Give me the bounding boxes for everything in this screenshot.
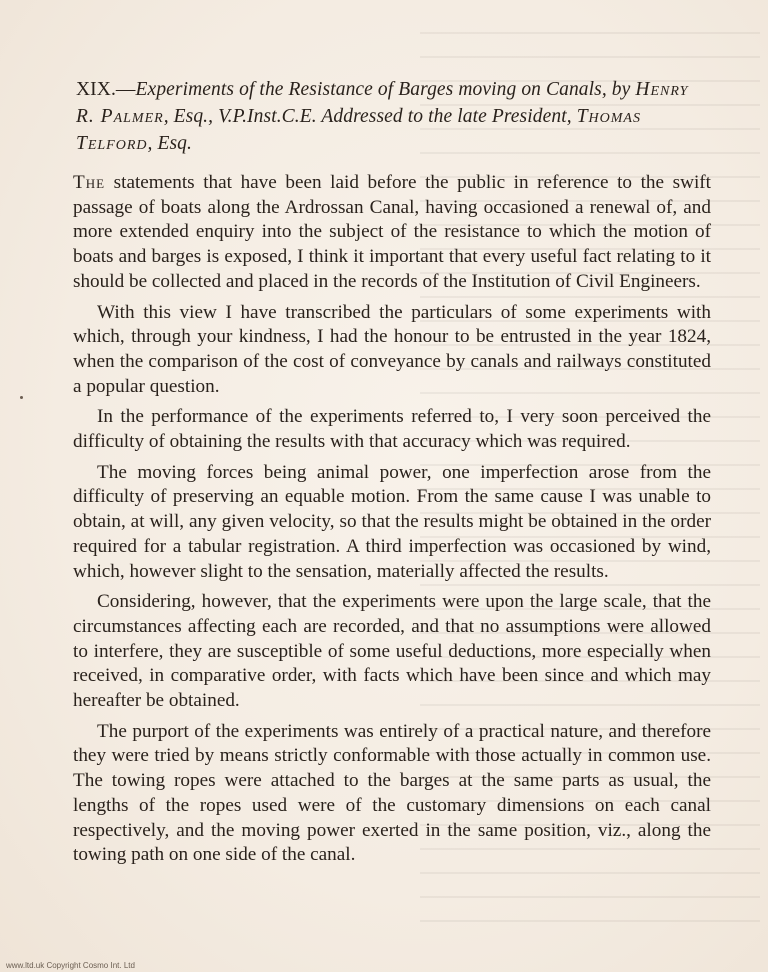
paragraph: With this view I have transcribed the particulars of some experiments with which, through your kindness, I had the honour to be entrusted in the year 1824, when the comparison of the cost of conveyance by canals and railways constituted a popular question. [73,301,711,397]
author-name: Henry R. Palmer [76,79,689,127]
body-text [73,171,711,874]
copyright-footer: www.ltd.uk Copyright Cosmo Int. Ltd [6,961,135,970]
paragraph-text: statements that have been laid before the public in reference to the swift passage of boats along the Ardrossan Canal, having occasioned a renewal of, and more extended enquiry into the subject of the resistance to which the motion of boats and barges is exposed, I think it important that every useful fact relating to it should be collected and placed in the records of the Institution of Civil Engineers. [73,172,711,292]
article-heading [76,76,712,157]
paragraph: In the performance of the experiments referred to, I very soon perceived the difficulty of obtaining the results with that accuracy which was required. [73,406,711,453]
title-part-3: , Esq. [147,133,192,154]
margin-mark [20,396,23,399]
paragraph: The purport of the experiments was entirely of a practical nature, and therefore they were tried by means strictly conformable with those actually in common use. The towing ropes were attached to the barges at the same parts as usual, the lengths of the ropes used were of the customary dimensions on each canal respectively, and the moving power exerted in the same position, viz., along the towing path on one side of the canal. [73,720,711,866]
president-name: Thomas Telford [76,106,641,154]
paragraph [73,171,711,295]
title-part-2: , Esq., V.P.Inst.C.E. Addressed to the late President, [163,106,577,127]
paragraph: The moving forces being animal power, one imperfection arose from the difficulty of preserving an equable motion. From the same cause I was unable to obtain, at will, any given velocity, so that the results might be obtained in the order required for a tabular registration. A third imperfection was occasioned by wind, which, however slight to the sensation, materially affected the results. [73,461,711,582]
title-part-1: Experiments of the Resistance of Barges moving on Canals, by [135,79,636,100]
article-number: XIX.— [76,79,136,100]
paragraph: Considering, however, that the experiments were upon the large scale, that the circumstances affecting each are recorded, and that no assumptions were allowed to interfere, they are susceptible of some useful deductions, more especially when received, in comparative order, with facts which have been since and which may hereafter be obtained. [73,591,711,712]
paragraph-lead: The [73,172,106,193]
